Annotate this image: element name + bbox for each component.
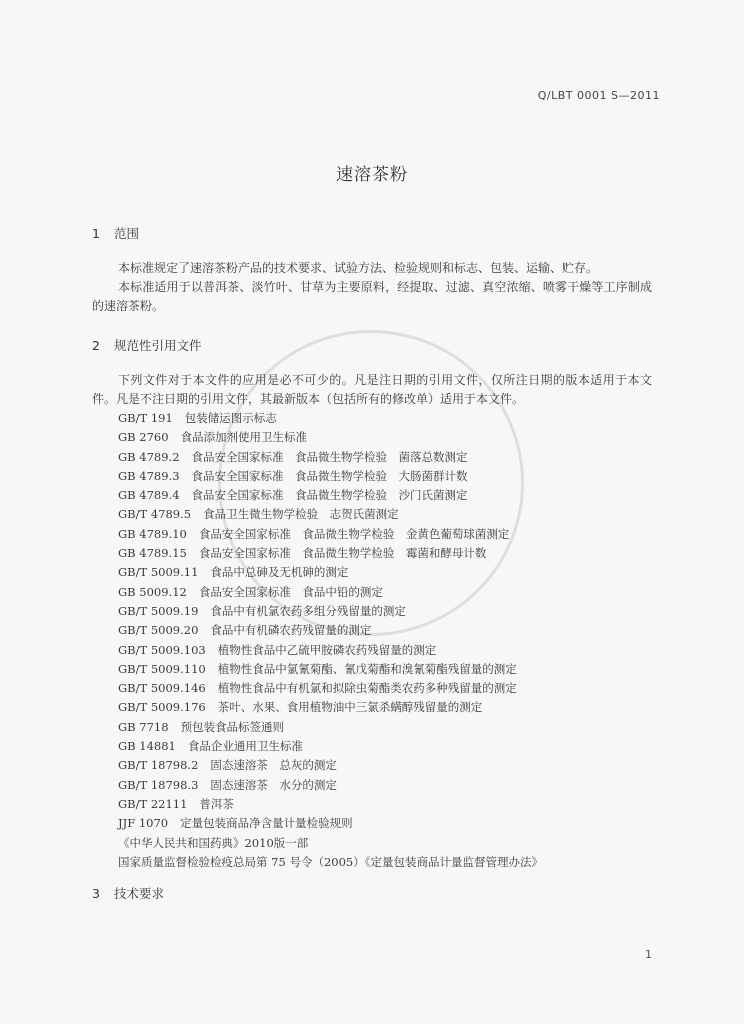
reference-item	[118, 834, 543, 853]
reference-code: GB/T 22111	[118, 796, 188, 811]
reference-item	[118, 660, 543, 679]
reference-title: 植物性食品中有机氯和拟除虫菊酯类农药多种残留量的测定	[217, 681, 517, 696]
reference-code: GB 14881	[118, 739, 176, 754]
reference-item	[118, 428, 543, 447]
reference-title: 普洱茶	[199, 796, 234, 811]
reference-code: GB 7718	[118, 719, 169, 734]
reference-item	[118, 698, 543, 717]
reference-item	[118, 486, 543, 505]
reference-title: 食品安全国家标准 食品中铅的测定	[198, 584, 383, 599]
section-title: 技术要求	[114, 886, 165, 901]
scope-paragraph-1: 本标准规定了速溶茶粉产品的技术要求、试验方法、检验规则和标志、包装、运输、贮存。	[118, 261, 599, 275]
reference-code: GB 4789.3	[118, 468, 180, 483]
reference-title: 固态速溶茶 总灰的测定	[210, 758, 337, 773]
reference-code: GB/T 5009.146	[118, 681, 206, 696]
scope-paragraph-2: 本标准适用于以普洱茶、淡竹叶、甘草为主要原料，经提取、过滤、真空浓缩、喷雾干燥等工序制成的速溶茶粉。	[92, 280, 652, 313]
standard-code: Q/LBT 0001 S—2011	[537, 89, 660, 102]
reference-item	[118, 795, 543, 814]
reference-item	[118, 853, 543, 872]
reference-code: GB/T 5009.176	[118, 700, 206, 715]
reference-code: GB 2760	[118, 430, 169, 445]
reference-item	[118, 756, 543, 775]
reference-item	[118, 563, 543, 582]
reference-title: 茶叶、水果、食用植物油中三氯杀螨醇残留量的测定	[217, 700, 483, 715]
reference-item	[118, 737, 543, 756]
reference-code: GB/T 18798.2	[118, 758, 199, 773]
reference-title: 食品添加剂使用卫生标准	[180, 430, 308, 445]
reference-item	[118, 525, 543, 544]
reference-item	[118, 409, 543, 428]
reference-code: GB 4789.10	[118, 526, 187, 541]
section-number: 2	[92, 338, 100, 353]
section-number: 1	[92, 226, 100, 241]
reference-item	[118, 641, 543, 660]
reference-title: 固态速溶茶 水分的测定	[210, 777, 337, 792]
reference-code: JJF 1070	[118, 816, 169, 831]
reference-item	[118, 448, 543, 467]
reference-item	[118, 814, 543, 833]
reference-title: 食品中有机氯农药多组分残留量的测定	[210, 603, 406, 618]
reference-title: 《中华人民共和国药典》2010版一部	[118, 835, 309, 850]
reference-item	[118, 776, 543, 795]
reference-title: 食品安全国家标准 食品微生物学检验 沙门氏菌测定	[191, 488, 468, 503]
reference-code: GB 4789.2	[118, 449, 180, 464]
reference-title: 定量包装商品净含量计量检验规则	[180, 816, 353, 831]
reference-item	[118, 621, 543, 640]
reference-code: GB/T 4789.5	[118, 507, 192, 522]
reference-title: 食品安全国家标准 食品微生物学检验 菌落总数测定	[191, 449, 468, 464]
reference-code: GB/T 18798.3	[118, 777, 199, 792]
document-title: 速溶茶粉	[336, 165, 408, 185]
section-heading-normative	[92, 336, 202, 354]
reference-title: 食品安全国家标准 食品微生物学检验 大肠菌群计数	[191, 468, 468, 483]
reference-title: 植物性食品中氯氰菊酯、氰戊菊酯和溴氰菊酯残留量的测定	[217, 661, 517, 676]
reference-item	[118, 505, 543, 524]
reference-title: 食品安全国家标准 食品微生物学检验 金黄色葡萄球菌测定	[198, 526, 510, 541]
reference-code: GB/T 5009.19	[118, 603, 199, 618]
reference-title: 食品卫生微生物学检验 志贺氏菌测定	[203, 507, 399, 522]
reference-item	[118, 583, 543, 602]
page-number: 1	[645, 948, 652, 961]
reference-title: 食品企业通用卫生标准	[187, 739, 303, 754]
reference-title: 预包装食品标签通则	[180, 719, 285, 734]
reference-title: 植物性食品中乙硫甲胺磷农药残留量的测定	[217, 642, 437, 657]
reference-item	[118, 679, 543, 698]
reference-code: GB 5009.12	[118, 584, 187, 599]
reference-code: GB/T 5009.11	[118, 565, 199, 580]
normative-intro: 下列文件对于本文件的应用是必不可少的。凡是注日期的引用文件，仅所注日期的版本适用于本文件。凡是不注日期的引用文件，其最新版本（包括所有的修改单）适用于本文件。	[92, 373, 652, 406]
reference-title: 食品中有机磷农药残留量的测定	[210, 623, 372, 638]
reference-item	[118, 467, 543, 486]
reference-list	[118, 409, 543, 872]
section-number: 3	[92, 886, 100, 901]
section-title: 范围	[114, 226, 140, 241]
reference-item	[118, 544, 543, 563]
section-title: 规范性引用文件	[114, 338, 202, 353]
reference-title: 食品安全国家标准 食品微生物学检验 霉菌和酵母计数	[198, 546, 487, 561]
reference-code: GB/T 191	[118, 411, 173, 425]
reference-item	[118, 602, 543, 621]
reference-code: GB/T 5009.110	[118, 661, 206, 676]
reference-code: GB 4789.4	[118, 488, 180, 503]
reference-code: GB/T 5009.20	[118, 623, 199, 638]
reference-code: GB 4789.15	[118, 546, 187, 561]
reference-code: GB/T 5009.103	[118, 642, 206, 657]
reference-item	[118, 718, 543, 737]
reference-title: 食品中总砷及无机砷的测定	[210, 565, 349, 580]
section-heading-scope	[92, 224, 139, 242]
section-heading-technical	[92, 884, 164, 902]
reference-title: 包装储运图示标志	[184, 411, 277, 425]
reference-title: 国家质量监督检验检疫总局第 75 号令（2005）《定量包装商品计量监督管理办法》	[118, 854, 543, 869]
